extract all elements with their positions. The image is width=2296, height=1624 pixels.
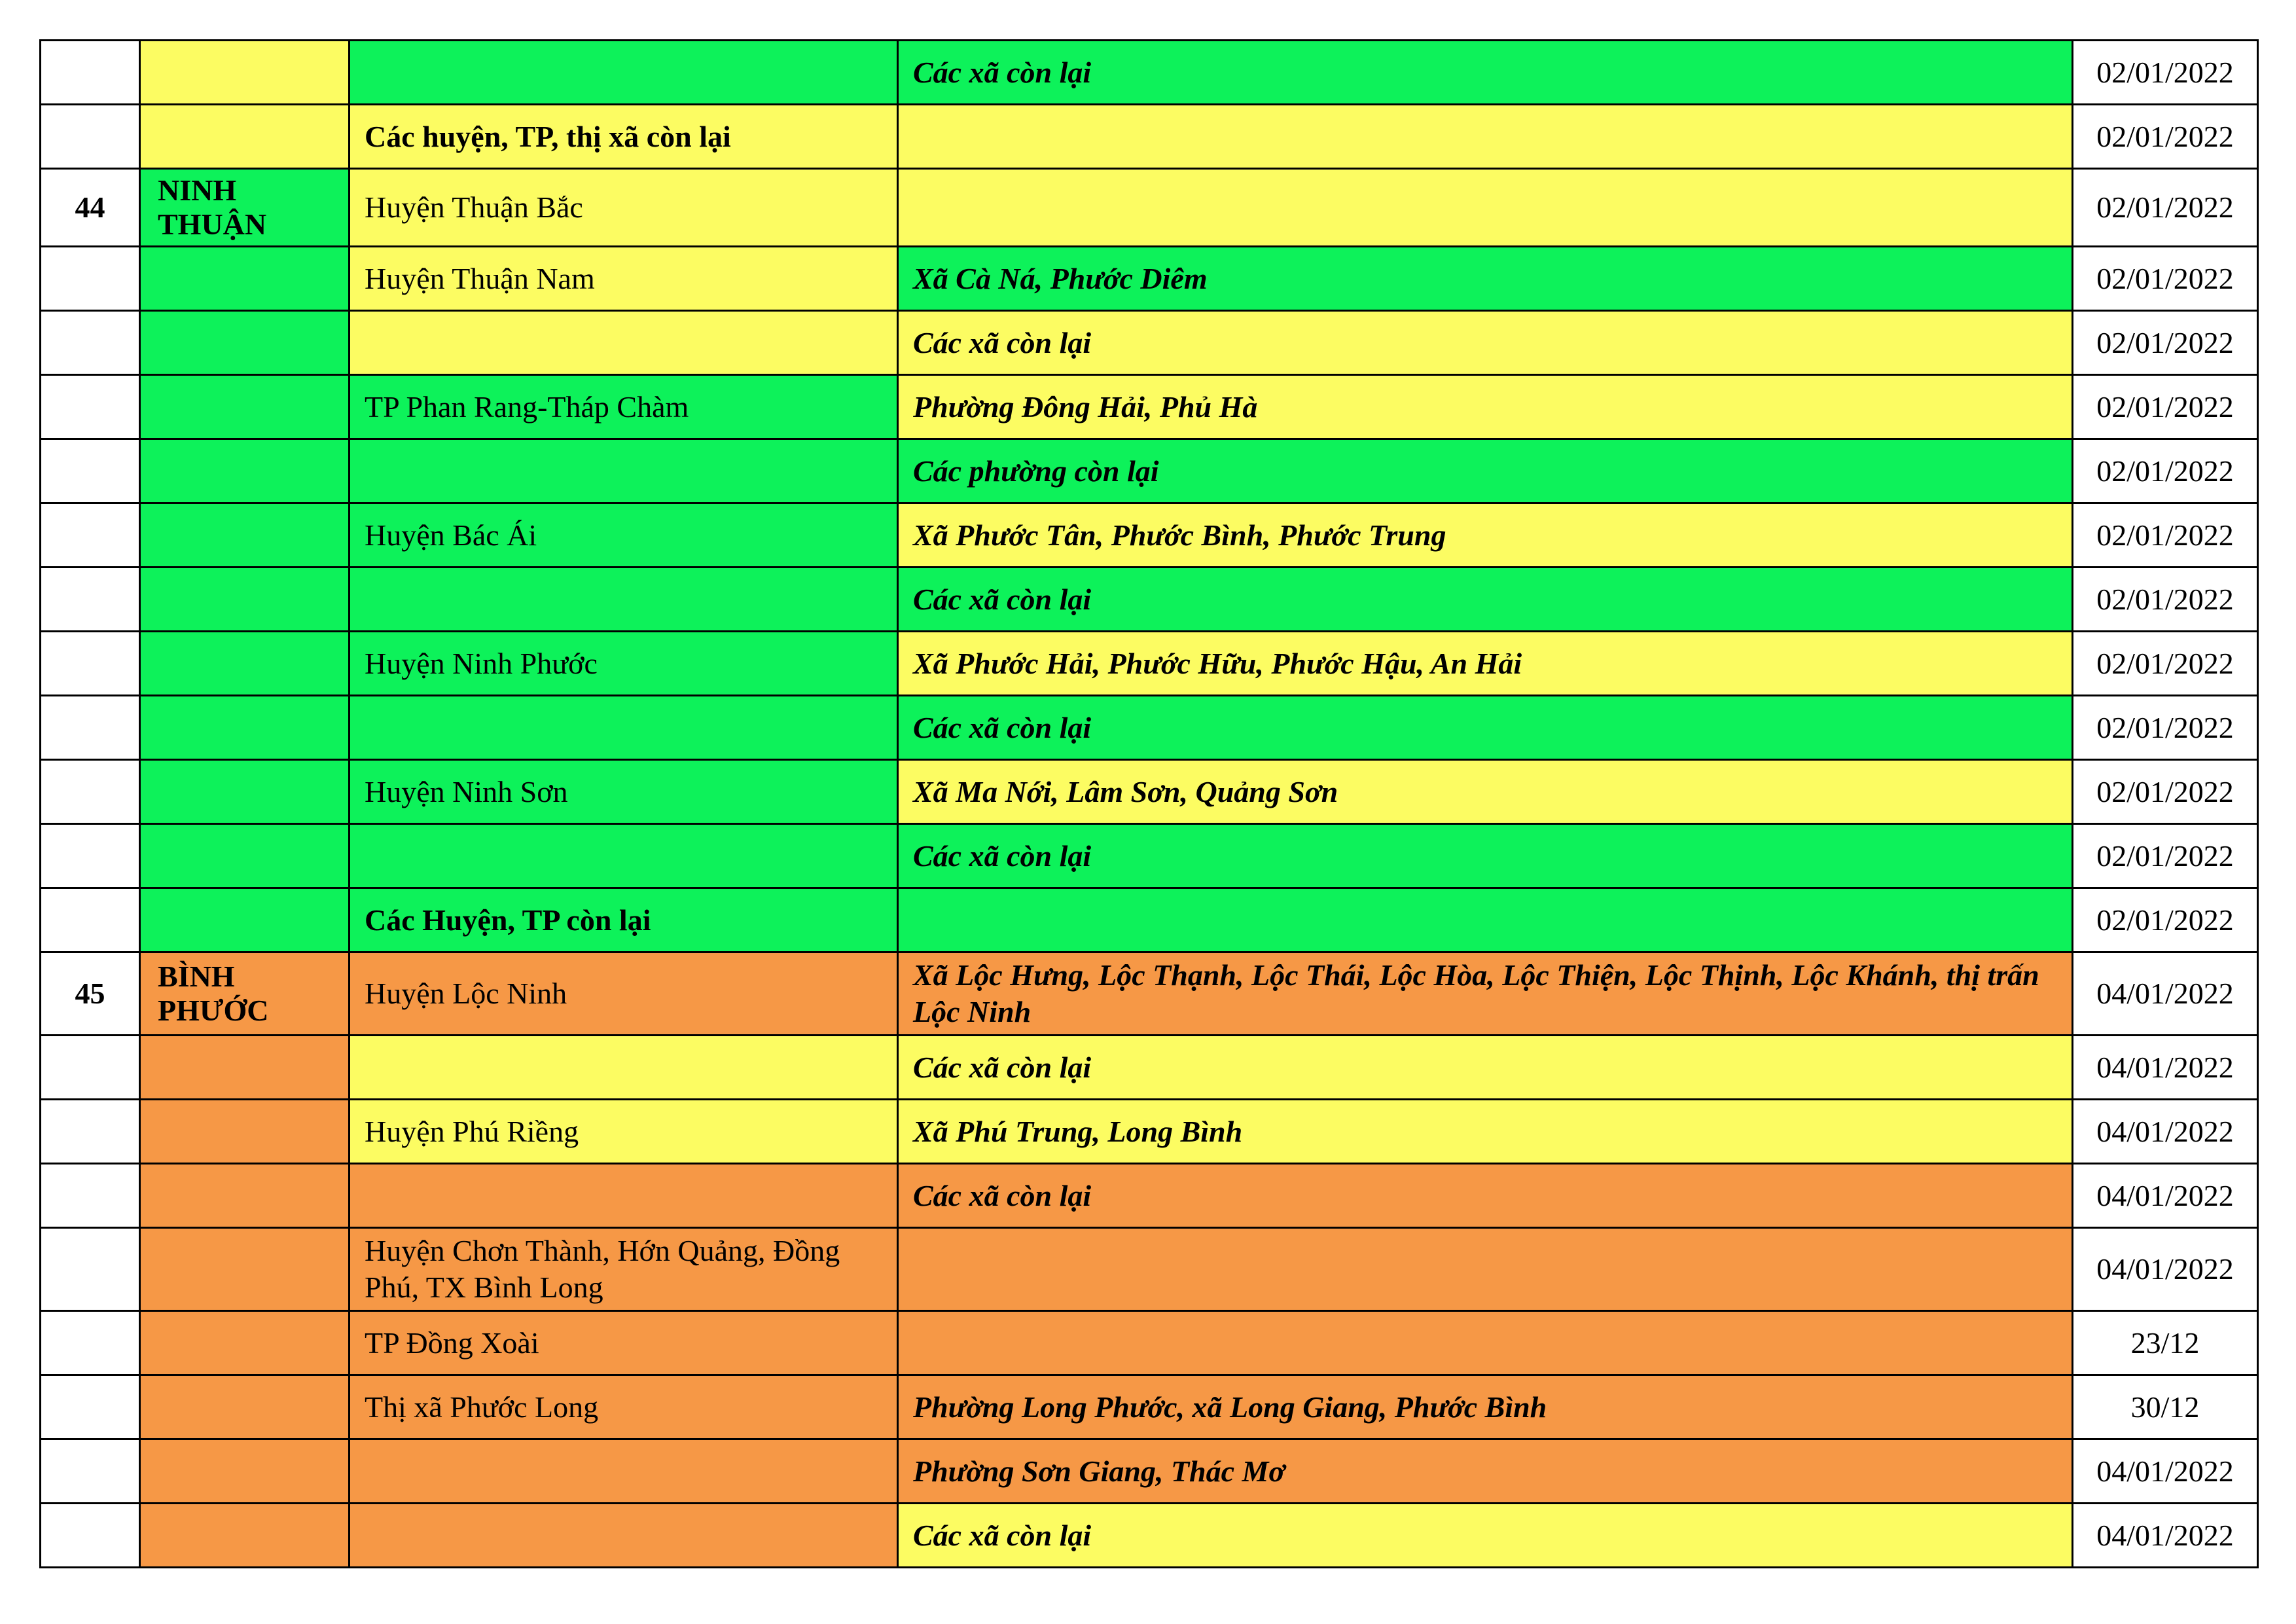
date-cell: 02/01/2022 [2073,503,2258,568]
table-row [41,41,2258,105]
ward-cell: Các xã còn lại [898,568,2073,632]
table-row [41,311,2258,375]
stt-cell [41,888,140,952]
province-cell [140,375,350,439]
stt-cell [41,632,140,696]
stt-cell [41,1504,140,1568]
district-cell: TP Đồng Xoài [350,1311,898,1375]
district-cell [350,568,898,632]
stt-cell [41,41,140,105]
date-cell: 30/12 [2073,1375,2258,1439]
district-cell: Các Huyện, TP còn lại [350,888,898,952]
district-cell: Huyện Thuận Nam [350,247,898,311]
date-cell: 02/01/2022 [2073,105,2258,169]
table-row [41,824,2258,888]
schedule-table-body [41,41,2258,1568]
stt-cell: 44 [41,169,140,247]
province-cell [140,888,350,952]
district-cell [350,41,898,105]
stt-cell [41,568,140,632]
schedule-table [39,39,2259,1568]
stt-cell [41,311,140,375]
province-cell [140,1164,350,1228]
ward-cell: Xã Lộc Hưng, Lộc Thạnh, Lộc Thái, Lộc Hòa, Lộc Thiện, Lộc Thịnh, Lộc Khánh, thị trấn Lộc Ninh [898,952,2073,1036]
date-cell: 02/01/2022 [2073,760,2258,824]
stt-cell [41,247,140,311]
province-cell [140,105,350,169]
ward-cell [898,169,2073,247]
date-cell: 02/01/2022 [2073,696,2258,760]
ward-cell: Các phường còn lại [898,439,2073,503]
province-cell: BÌNH PHƯỚC [140,952,350,1036]
stt-cell [41,503,140,568]
ward-cell: Các xã còn lại [898,1036,2073,1100]
table-row [41,105,2258,169]
district-cell [350,1439,898,1504]
date-cell: 04/01/2022 [2073,1439,2258,1504]
date-cell: 04/01/2022 [2073,1164,2258,1228]
date-cell: 02/01/2022 [2073,41,2258,105]
vaccination-schedule-table-container [39,39,2257,1568]
stt-cell [41,1100,140,1164]
table-row [41,439,2258,503]
district-cell [350,439,898,503]
district-cell: Huyện Ninh Phước [350,632,898,696]
stt-cell [41,1375,140,1439]
date-cell: 02/01/2022 [2073,375,2258,439]
date-cell: 02/01/2022 [2073,439,2258,503]
date-cell: 02/01/2022 [2073,311,2258,375]
province-cell [140,1228,350,1311]
district-cell [350,1504,898,1568]
district-cell: Huyện Chơn Thành, Hớn Quảng, Đồng Phú, TX Bình Long [350,1228,898,1311]
stt-cell [41,696,140,760]
district-cell: Các huyện, TP, thị xã còn lại [350,105,898,169]
date-cell: 02/01/2022 [2073,888,2258,952]
table-row [41,696,2258,760]
table-row [41,375,2258,439]
ward-cell: Phường Long Phước, xã Long Giang, Phước Bình [898,1375,2073,1439]
date-cell: 04/01/2022 [2073,1036,2258,1100]
stt-cell [41,1164,140,1228]
ward-cell: Xã Phú Trung, Long Bình [898,1100,2073,1164]
stt-cell [41,1311,140,1375]
province-cell [140,1100,350,1164]
table-row [41,247,2258,311]
province-cell [140,503,350,568]
ward-cell [898,1228,2073,1311]
district-cell: TP Phan Rang-Tháp Chàm [350,375,898,439]
province-cell [140,824,350,888]
district-cell: Huyện Ninh Sơn [350,760,898,824]
ward-cell: Các xã còn lại [898,1504,2073,1568]
province-cell [140,760,350,824]
table-row [41,952,2258,1036]
province-cell [140,1504,350,1568]
ward-cell [898,1311,2073,1375]
province-cell [140,247,350,311]
district-cell: Huyện Phú Riềng [350,1100,898,1164]
district-cell [350,1036,898,1100]
ward-cell: Các xã còn lại [898,1164,2073,1228]
table-row [41,503,2258,568]
ward-cell: Các xã còn lại [898,824,2073,888]
province-cell [140,568,350,632]
ward-cell: Phường Sơn Giang, Thác Mơ [898,1439,2073,1504]
table-row [41,1375,2258,1439]
district-cell: Huyện Lộc Ninh [350,952,898,1036]
ward-cell: Xã Phước Hải, Phước Hữu, Phước Hậu, An Hải [898,632,2073,696]
table-row [41,888,2258,952]
district-cell: Huyện Bác Ái [350,503,898,568]
province-cell [140,696,350,760]
date-cell: 02/01/2022 [2073,824,2258,888]
date-cell: 04/01/2022 [2073,952,2258,1036]
province-cell [140,311,350,375]
date-cell: 02/01/2022 [2073,169,2258,247]
stt-cell [41,1228,140,1311]
table-row [41,169,2258,247]
date-cell: 04/01/2022 [2073,1100,2258,1164]
date-cell: 23/12 [2073,1311,2258,1375]
ward-cell [898,888,2073,952]
stt-cell [41,1439,140,1504]
district-cell [350,696,898,760]
table-row [41,1228,2258,1311]
table-row [41,1164,2258,1228]
ward-cell: Xã Phước Tân, Phước Bình, Phước Trung [898,503,2073,568]
province-cell [140,1311,350,1375]
stt-cell [41,439,140,503]
ward-cell: Phường Đông Hải, Phủ Hà [898,375,2073,439]
table-row [41,1036,2258,1100]
district-cell: Thị xã Phước Long [350,1375,898,1439]
province-cell: NINH THUẬN [140,169,350,247]
province-cell [140,632,350,696]
district-cell [350,1164,898,1228]
date-cell: 02/01/2022 [2073,632,2258,696]
ward-cell: Các xã còn lại [898,311,2073,375]
date-cell: 04/01/2022 [2073,1504,2258,1568]
stt-cell [41,375,140,439]
ward-cell: Xã Ma Nới, Lâm Sơn, Quảng Sơn [898,760,2073,824]
stt-cell: 45 [41,952,140,1036]
table-row [41,568,2258,632]
stt-cell [41,105,140,169]
table-row [41,1311,2258,1375]
ward-cell [898,105,2073,169]
stt-cell [41,760,140,824]
ward-cell: Xã Cà Ná, Phước Diêm [898,247,2073,311]
table-row [41,760,2258,824]
province-cell [140,439,350,503]
ward-cell: Các xã còn lại [898,41,2073,105]
stt-cell [41,1036,140,1100]
stt-cell [41,824,140,888]
province-cell [140,1375,350,1439]
ward-cell: Các xã còn lại [898,696,2073,760]
table-row [41,1504,2258,1568]
district-cell [350,824,898,888]
district-cell: Huyện Thuận Bắc [350,169,898,247]
date-cell: 02/01/2022 [2073,247,2258,311]
province-cell [140,1439,350,1504]
table-row [41,1439,2258,1504]
table-row [41,632,2258,696]
date-cell: 02/01/2022 [2073,568,2258,632]
date-cell: 04/01/2022 [2073,1228,2258,1311]
province-cell [140,1036,350,1100]
province-cell [140,41,350,105]
table-row [41,1100,2258,1164]
district-cell [350,311,898,375]
